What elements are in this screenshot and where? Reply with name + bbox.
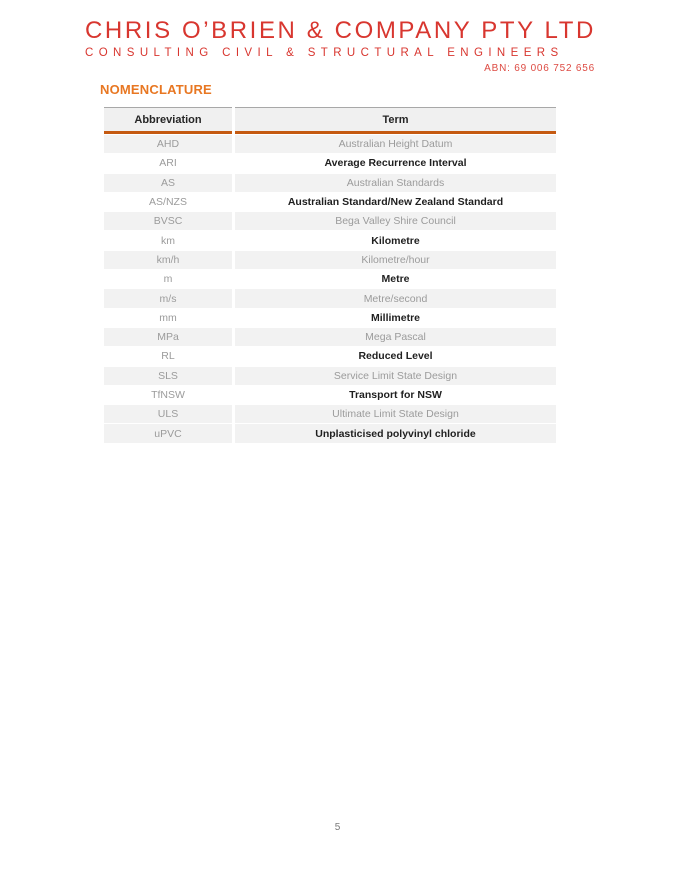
term-cell: Average Recurrence Interval bbox=[235, 154, 556, 172]
table-row bbox=[104, 193, 556, 211]
abbreviation-cell: m bbox=[104, 270, 232, 288]
table-body bbox=[104, 135, 556, 443]
term-cell: Kilometre bbox=[235, 231, 556, 249]
abbreviation-cell: TfNSW bbox=[104, 386, 232, 404]
column-header-abbreviation: Abbreviation bbox=[104, 107, 232, 134]
abbreviation-cell: AS/NZS bbox=[104, 193, 232, 211]
term-cell: Service Limit State Design bbox=[235, 367, 556, 385]
abbreviation-cell: ULS bbox=[104, 405, 232, 423]
nomenclature-table bbox=[104, 107, 556, 443]
abbreviation-cell: ARI bbox=[104, 154, 232, 172]
abbreviation-cell: BVSC bbox=[104, 212, 232, 230]
term-cell: Ultimate Limit State Design bbox=[235, 405, 556, 423]
abbreviation-cell: SLS bbox=[104, 367, 232, 385]
section-title: NOMENCLATURE bbox=[100, 82, 212, 97]
table-row bbox=[104, 154, 556, 172]
table-row bbox=[104, 231, 556, 249]
table-row bbox=[104, 251, 556, 269]
company-abn: ABN: 69 006 752 656 bbox=[484, 63, 595, 75]
term-cell: Australian Standard/New Zealand Standard bbox=[235, 193, 556, 211]
company-tagline: CONSULTING CIVIL & STRUCTURAL ENGINEERS bbox=[85, 47, 564, 60]
abbreviation-cell: m/s bbox=[104, 289, 232, 307]
term-cell: Metre/second bbox=[235, 289, 556, 307]
abbreviation-cell: AHD bbox=[104, 135, 232, 153]
page-number: 5 bbox=[334, 822, 341, 833]
abbreviation-cell: km bbox=[104, 231, 232, 249]
table-header-row bbox=[104, 107, 556, 134]
term-cell: Australian Height Datum bbox=[235, 135, 556, 153]
table-row bbox=[104, 328, 556, 346]
term-cell: Mega Pascal bbox=[235, 328, 556, 346]
table-row bbox=[104, 135, 556, 153]
table-row bbox=[104, 424, 556, 442]
term-cell: Transport for NSW bbox=[235, 386, 556, 404]
abbreviation-cell: uPVC bbox=[104, 424, 232, 442]
table-row bbox=[104, 386, 556, 404]
table-row bbox=[104, 212, 556, 230]
table-row bbox=[104, 289, 556, 307]
letterhead bbox=[85, 18, 595, 74]
abbreviation-cell: mm bbox=[104, 309, 232, 327]
abbreviation-cell: RL bbox=[104, 347, 232, 365]
table-row bbox=[104, 270, 556, 288]
table-row bbox=[104, 347, 556, 365]
abbreviation-cell: MPa bbox=[104, 328, 232, 346]
term-cell: Kilometre/hour bbox=[235, 251, 556, 269]
column-header-term: Term bbox=[235, 107, 556, 134]
term-cell: Metre bbox=[235, 270, 556, 288]
term-cell: Reduced Level bbox=[235, 347, 556, 365]
table-row bbox=[104, 367, 556, 385]
table-row bbox=[104, 309, 556, 327]
abbreviation-cell: km/h bbox=[104, 251, 232, 269]
term-cell: Australian Standards bbox=[235, 174, 556, 192]
term-cell: Bega Valley Shire Council bbox=[235, 212, 556, 230]
table-row bbox=[104, 174, 556, 192]
abbreviation-cell: AS bbox=[104, 174, 232, 192]
term-cell: Millimetre bbox=[235, 309, 556, 327]
term-cell: Unplasticised polyvinyl chloride bbox=[235, 424, 556, 442]
company-name: CHRIS O’BRIEN & COMPANY PTY LTD bbox=[85, 17, 596, 44]
table-row bbox=[104, 405, 556, 423]
